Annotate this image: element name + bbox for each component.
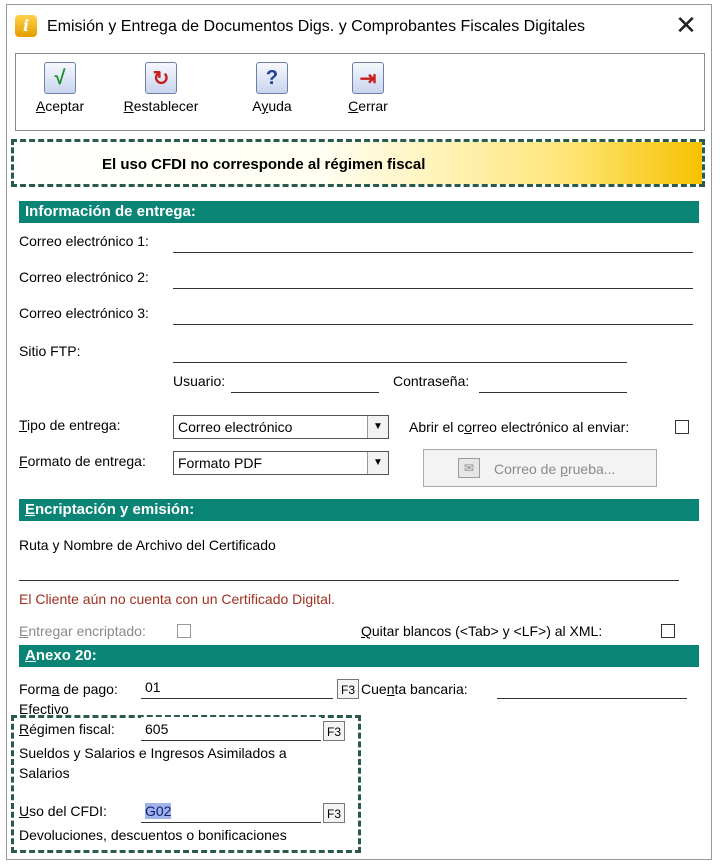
delivery-format-label: Formato de entrega: (19, 453, 146, 469)
close-window-icon[interactable]: ✕ (675, 11, 697, 41)
accept-button[interactable]: √ Aceptar (30, 62, 90, 114)
open-mail-checkbox[interactable] (675, 420, 689, 434)
cfdi-use-description: Devoluciones, descuentos o bonificaciones (19, 827, 287, 843)
tax-regime-description-line2: Salarios (19, 765, 70, 781)
close-button[interactable]: ⇥ Cerrar (338, 62, 398, 114)
email1-label: Correo electrónico 1: (19, 233, 149, 249)
bank-account-label: Cuenta bancaria: (361, 681, 468, 697)
email3-label: Correo electrónico 3: (19, 305, 149, 321)
dialog-window (6, 4, 712, 860)
toolbar (15, 53, 705, 131)
cfdi-use-f3-button[interactable]: F3 (323, 803, 345, 823)
strip-blanks-label: Quitar blancos (<Tab> y <LF>) al XML: (361, 623, 603, 639)
section-delivery-info: Información de entrega: (19, 201, 699, 223)
delivery-type-label: Tipo de entrega: (19, 417, 121, 433)
email2-label: Correo electrónico 2: (19, 269, 149, 285)
section-anexo-20: Anexo 20: (19, 645, 699, 667)
user-input[interactable] (231, 369, 379, 393)
checkmark-icon: √ (44, 62, 76, 94)
payment-form-input[interactable]: 01 (141, 675, 333, 699)
mail-icon: ✉ (458, 458, 480, 478)
payment-form-f3-button[interactable]: F3 (337, 679, 359, 699)
ftp-input[interactable] (173, 339, 627, 363)
user-label: Usuario: (173, 373, 226, 389)
cfdi-use-input[interactable]: G02 (141, 799, 321, 823)
cfdi-use-label: Uso del CFDI: (19, 803, 107, 819)
help-button[interactable]: ? Ayuda (242, 62, 302, 114)
tax-regime-description-line1: Sueldos y Salarios e Ingresos Asimilados a (19, 745, 287, 761)
tax-regime-label: Régimen fiscal: (19, 721, 115, 737)
certificate-path-label: Ruta y Nombre de Archivo del Certificado (19, 537, 276, 553)
certificate-error-text: El Cliente aún no cuenta con un Certificado Digital. (19, 591, 335, 607)
payment-form-label: Forma de pago: (19, 681, 118, 697)
warning-banner (11, 139, 705, 187)
password-input[interactable] (479, 369, 627, 393)
email1-input[interactable] (173, 229, 693, 253)
help-icon: ? (256, 62, 288, 94)
strip-blanks-checkbox[interactable] (661, 624, 675, 638)
email2-input[interactable] (173, 265, 693, 289)
chevron-down-icon: ▼ (367, 452, 388, 474)
refresh-icon: ↻ (145, 62, 177, 94)
ftp-label: Sitio FTP: (19, 343, 81, 359)
info-app-icon: i (15, 15, 37, 37)
tax-regime-input[interactable]: 605 (141, 717, 321, 741)
section-encryption: Encriptación y emisión: (19, 499, 699, 521)
email3-input[interactable] (173, 301, 693, 325)
exit-icon: ⇥ (352, 62, 384, 94)
encrypt-label: Entregar encriptado: (19, 623, 146, 639)
delivery-type-select[interactable]: Correo electrónico ▼ (173, 415, 389, 439)
warning-banner-text: El uso CFDI no corresponde al régimen fiscal (102, 156, 426, 173)
title-bar (7, 5, 711, 49)
encrypt-checkbox[interactable] (177, 624, 191, 638)
bank-account-input[interactable] (497, 675, 687, 699)
password-label: Contraseña: (393, 373, 470, 389)
open-mail-label: Abrir el correo electrónico al enviar: (409, 419, 630, 435)
delivery-format-select[interactable]: Formato PDF ▼ (173, 451, 389, 475)
tax-regime-f3-button[interactable]: F3 (323, 721, 345, 741)
reset-button[interactable]: ↻ Restablecer (116, 62, 206, 114)
certificate-path-input[interactable] (19, 557, 679, 581)
test-email-button[interactable]: ✉ Correo de prueba... (423, 449, 657, 487)
window-title: Emisión y Entrega de Documentos Digs. y Comprobantes Fiscales Digitales (47, 18, 586, 35)
chevron-down-icon: ▼ (367, 416, 388, 438)
payment-form-description: Efectivo (19, 701, 69, 717)
